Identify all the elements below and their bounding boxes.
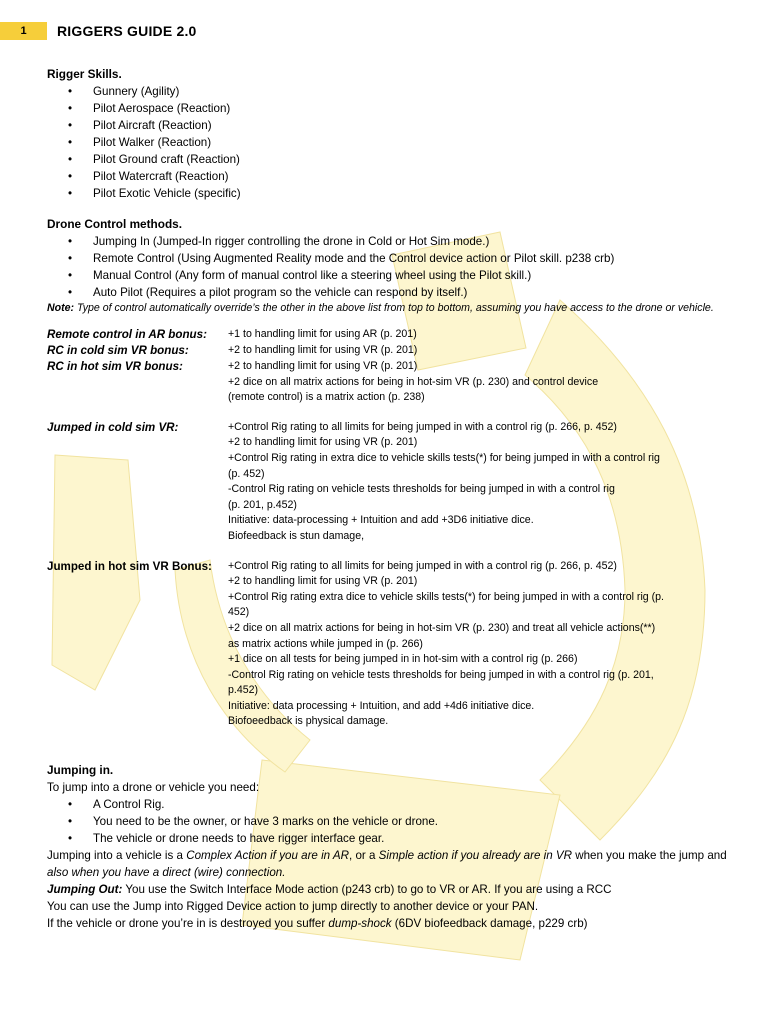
jumping-heading: Jumping in. <box>47 763 114 778</box>
list-item: • Manual Control (Any form of manual control like a steering wheel using the Pilot skill.) <box>47 267 737 284</box>
jumping-out-paragraph <box>47 881 737 898</box>
cold-sim-section <box>47 420 737 545</box>
cold-sim-line: +2 to handling limit for using VR (p. 201) <box>228 436 418 449</box>
hot-sim-line: Initiative: data processing + Intuition, and add +4d6 initiative dice. <box>228 699 535 712</box>
text-run-italic: Simple action if you already are in VR <box>378 849 572 863</box>
list-item: • The vehicle or drone needs to have rigger interface gear. <box>47 830 737 847</box>
cold-sim-line: -Control Rig rating on vehicle tests thresholds for being jumped in with a control rig <box>228 483 615 496</box>
list-item: • Auto Pilot (Requires a pilot program so the vehicle can respond by itself.) <box>47 284 737 301</box>
skills-heading: Rigger Skills. <box>47 67 122 81</box>
list-item: • Pilot Walker (Reaction) <box>47 134 737 151</box>
text-run-italic: dump-shock <box>328 917 392 931</box>
jump-rigged-device-paragraph: You can use the Jump into Rigged Device action to jump directly to another device or your PAN. <box>47 900 539 914</box>
hot-sim-line: +Control Rig rating to all limits for being jumped in with a control rig (p. 266, p. 452) <box>228 559 617 572</box>
list-item: • Gunnery (Agility) <box>47 83 737 100</box>
list-item: • Pilot Ground craft (Reaction) <box>47 151 737 168</box>
note-label: Note: <box>47 302 75 314</box>
list-item: • A Control Rig. <box>47 796 737 813</box>
text-run: , or a <box>349 849 379 863</box>
list-item: • Jumping In (Jumped-In rigger controlling the drone in Cold or Hot Sim mode.) <box>47 233 737 250</box>
hot-sim-line: -Control Rig rating on vehicle tests thresholds for being jumped in with a control rig (p. 201, <box>228 668 654 681</box>
page-number-badge: 1 <box>0 22 47 40</box>
hot-sim-line: +Control Rig rating extra dice to vehicle skills tests(*) for being jumped in with a control rig (p. <box>228 590 665 603</box>
text-run: You use the Switch Interface Mode action (p243 crb) to go to VR or AR. If you are using a RCC <box>122 883 612 897</box>
cold-sim-line: (p. 201, p.452) <box>228 498 297 511</box>
skills-list <box>47 83 737 202</box>
control-note <box>47 301 737 315</box>
bonus-label: Remote control in AR bonus: <box>47 328 207 341</box>
hot-sim-line: +2 dice on all matrix actions for being in hot-sim VR (p. 230) and treat all vehicle actions(**) <box>228 621 656 634</box>
bonus-row-hot-rc <box>47 359 737 406</box>
hot-sim-label: Jumped in hot sim VR Bonus: <box>47 559 212 573</box>
note-text: Type of control automatically override’s the other in the above list from top to bottom, assuming you have access to the drone or vehicle. <box>74 302 714 314</box>
bonus-line: (remote control) is a matrix action (p. 238) <box>228 391 425 404</box>
bonus-line: +2 dice on all matrix actions for being in hot-sim VR (p. 230) and control device <box>228 375 599 388</box>
dump-shock-paragraph <box>47 915 737 932</box>
hot-sim-line: as matrix actions while jumped in (p. 266) <box>228 637 423 650</box>
jumping-paragraph-action <box>47 847 737 881</box>
hot-sim-line: p.452) <box>228 684 259 697</box>
bonus-label: RC in hot sim VR bonus: <box>47 360 183 373</box>
control-heading: Drone Control methods. <box>47 217 183 231</box>
list-item: • Pilot Watercraft (Reaction) <box>47 168 737 185</box>
cold-sim-line: +Control Rig rating in extra dice to vehicle skills tests(*) for being jumped in with a control rig <box>228 451 660 464</box>
text-run: when you make the jump and <box>572 849 727 863</box>
bonus-label: RC in cold sim VR bonus: <box>47 344 189 357</box>
page-header <box>0 22 768 42</box>
cold-sim-line: Biofeedback is stun damage, <box>228 529 365 542</box>
jumping-intro: To jump into a drone or vehicle you need: <box>47 781 260 795</box>
list-item: • You need to be the owner, or have 3 marks on the vehicle or drone. <box>47 813 737 830</box>
text-run: Jumping into a vehicle is a <box>47 849 187 863</box>
cold-sim-line: Initiative: data-processing + Intuition and add +3D6 initiative dice. <box>228 514 534 527</box>
cold-sim-label: Jumped in cold sim VR: <box>47 420 179 434</box>
bonus-row-cold-rc <box>47 343 737 359</box>
cold-sim-line: +Control Rig rating to all limits for being jumped in with a control rig (p. 266, p. 452) <box>228 420 617 433</box>
list-item: • Remote Control (Using Augmented Reality mode and the Control device action or Pilot skill. p238 crb) <box>47 250 737 267</box>
list-item: • Pilot Exotic Vehicle (specific) <box>47 185 737 202</box>
text-run: (6DV biofeedback damage, p229 crb) <box>391 917 588 931</box>
bonus-line: +2 to handling limit for using VR (p. 201) <box>228 360 418 372</box>
hot-sim-line: +1 dice on all tests for being jumped in in hot-sim with a control rig (p. 266) <box>228 653 578 666</box>
control-list <box>47 233 737 301</box>
page-content <box>47 66 737 932</box>
text-run: If the vehicle or drone you’re in is destroyed you suffer <box>47 917 329 931</box>
jumping-list <box>47 796 737 847</box>
text-run-italic: also when you have a direct (wire) connection. <box>47 866 286 880</box>
bonus-line: +1 to handling limit for using AR (p. 201) <box>228 328 417 340</box>
hot-sim-line: 452) <box>228 606 250 619</box>
hot-sim-section <box>47 559 737 731</box>
cold-sim-line: (p. 452) <box>228 467 265 480</box>
text-run-italic: Complex Action if you are in AR <box>186 849 350 863</box>
hot-sim-line: Biofoeedback is physical damage. <box>228 715 389 728</box>
bonus-line: +2 to handling limit for using VR (p. 201) <box>228 344 418 356</box>
list-item: • Pilot Aerospace (Reaction) <box>47 100 737 117</box>
hot-sim-line: +2 to handling limit for using VR (p. 201) <box>228 575 418 588</box>
document-title: RIGGERS GUIDE 2.0 <box>57 23 197 39</box>
jumping-out-label: Jumping Out: <box>47 883 123 897</box>
bonus-row-ar <box>47 327 737 343</box>
list-item: • Pilot Aircraft (Reaction) <box>47 117 737 134</box>
